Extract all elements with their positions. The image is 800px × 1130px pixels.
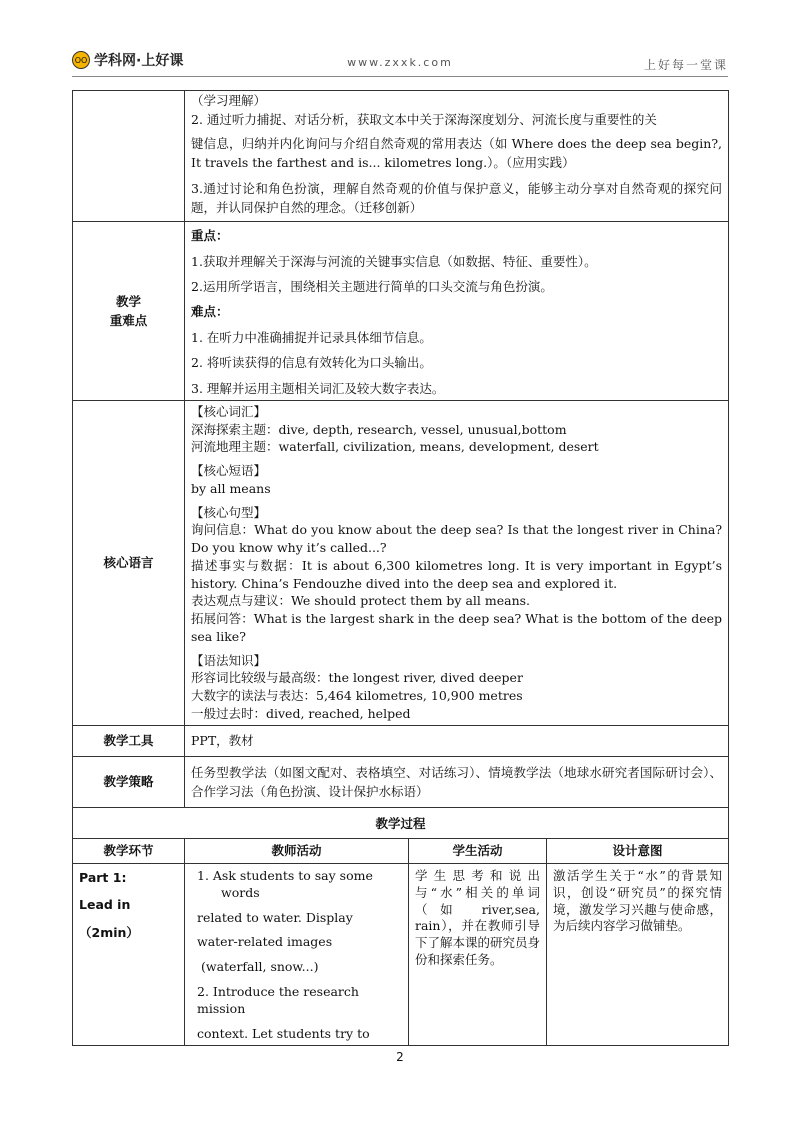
key-points-label: 教学 重难点 [73,222,185,401]
stage-time: （2min） [79,924,139,940]
logo-text: 学科网·上好课 [94,53,184,69]
page-number: 2 [396,1050,404,1064]
objectives-line-0: （学习理解） [191,93,267,108]
difficult-points-title: 难点： [191,304,229,320]
page-header [72,48,728,76]
core-language-row [73,400,729,725]
process-title: 教学过程 [73,808,729,839]
objectives-line-3: 3.通过讨论和角色扮演，理解自然奇观的价值与保护意义，能够主动分享对自然奇观的探究问题，并认同保护自然的理念。（迁移创新） [191,180,723,215]
grammar-line-3: 一般过去时：dived, reached, helped [191,705,411,721]
tools-value: PPT，教材 [185,725,729,756]
sentence-line-3: 表达观点与建议：We should protect them by all means. [191,593,531,609]
strategy-label: 教学策略 [73,756,185,808]
grammar-title: 【语法知识】 [191,652,267,668]
stage-name: Lead in [79,897,131,913]
core-language-cell [185,400,729,725]
col-header-teacher: 教师活动 [185,839,409,863]
header-divider [72,76,728,77]
objectives-row [73,91,729,222]
strategy-row [73,756,729,808]
phrase-title: 【核心短语】 [191,463,267,479]
sentence-title: 【核心句型】 [191,504,267,520]
teacher-line-3: related to water. Display [197,909,353,925]
key-points-cell [185,222,729,401]
design-intent-cell: 激活学生关于“水”的背景知识，创设“研究员”的探究情境，激发学习兴趣与使命感，为后续内容学习做铺垫。 [547,863,729,1045]
teacher-line-2: words [221,884,260,900]
header-slogan: 上好每一堂课 [643,58,728,72]
strategy-value: 任务型教学法（如图文配对、表格填空、对话练习）、情境教学法（地球水研究者国际研讨会）、合作学习法（角色扮演、设计保护水标语） [185,756,729,808]
objectives-label-cell [73,91,185,222]
tools-row [73,725,729,756]
stage-cell [73,863,185,1045]
student-activity-cell: 学生思考和说出与“水”相关的单词（如 river,sea, rain），并在教师引导下了解本课的研究员身份和探索任务。 [409,863,547,1045]
process-row-part1 [73,863,729,1045]
grammar-line-1: 形容词比较级与最高级：the longest river, dived deeper [191,670,523,686]
core-language-label: 核心语言 [73,400,185,725]
key-points-row [73,222,729,401]
lesson-plan-table [72,90,729,1046]
sentence-line-4: 拓展问答：What is the largest shark in the deep sea? What is the bottom of the deep sea like? [191,611,723,644]
objectives-line-1: 2. 通过听力捕捉、对话分析，获取文本中关于深海深度划分、河流长度与重要性的关 [191,112,657,128]
teacher-line-6: 2. Introduce the research mission [197,984,359,1016]
col-header-student: 学生活动 [409,839,547,863]
teacher-line-5: (waterfall, snow...) [201,959,319,975]
phrase-line-1: by all means [191,480,271,496]
sentence-line-2: 描述事实与数据：It is about 6,300 kilometres long. It is very important in Egypt’s history. China’s Fendouzhe dived into the deep sea and explored it. [191,557,723,591]
col-header-stage: 教学环节 [73,839,185,863]
objectives-cell [185,91,729,222]
sentence-line-1: 询问信息：What do you know about the deep sea? Is that the longest river in China? Do you know why it’s called...? [191,522,723,556]
process-title-row [73,808,729,839]
site-url[interactable]: www.zxxk.com [347,56,453,69]
stage-part: Part 1: [79,869,127,885]
vocab-line-2: 河流地理主题：waterfall, civilization, means, development, desert [191,439,599,455]
vocab-title: 【核心词汇】 [191,403,267,419]
key-point-2: 2.运用所学语言，围绕相关主题进行简单的口头交流与角色扮演。 [191,279,553,294]
vocab-line-1: 深海探索主题：dive, depth, research, vessel, unusual,bottom [191,421,567,437]
tools-label: 教学工具 [73,725,185,756]
objectives-line-2: 键信息，归纳并内化询问与介绍自然奇观的常用表达（如 Where does the deep sea begin?, It travels the farthest and is... kilometres long.）。（应用实践） [191,135,723,171]
teacher-activity-cell [185,863,409,1045]
logo-icon: OO [72,51,90,69]
grammar-line-2: 大数字的读法与表达：5,464 kilometres, 10,900 metres [191,688,523,704]
col-header-design: 设计意图 [547,839,729,863]
key-points-title: 重点： [191,228,229,244]
teacher-line-7: context. Let students try to [197,1025,370,1041]
process-header-row [73,839,729,863]
difficult-point-2: 2. 将听读获得的信息有效转化为口头输出。 [191,355,432,371]
difficult-point-3: 3. 理解并运用主题相关词汇及较大数字表达。 [191,380,445,396]
key-point-1: 1.获取并理解关于深海与河流的关键事实信息（如数据、特征、重要性）。 [191,253,597,269]
teacher-line-4: water-related images [197,934,333,950]
teacher-line-1: 1. Ask students to say some [197,867,373,883]
difficult-point-1: 1. 在听力中准确捕捉并记录具体细节信息。 [191,329,432,345]
